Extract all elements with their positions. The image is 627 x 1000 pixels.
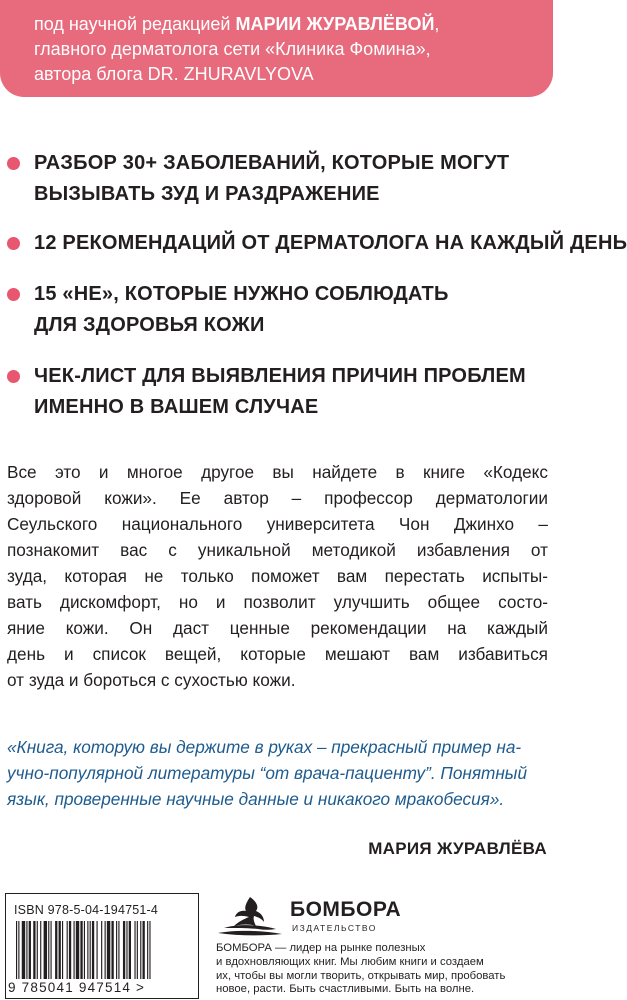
barcode-bar xyxy=(69,921,71,979)
barcode-bar xyxy=(149,921,150,979)
bullet-dot-icon xyxy=(7,237,20,250)
barcode-bar xyxy=(18,921,19,979)
book-description: Все это и многое другое вы найдете в книге «Кодекс здоровой кожи». Ее автор – профессор дерматологии Сеульского национального университета Чон Джинхо – познакомит вас с уникальной методикой избавления от зуда, которая не только поможет вам перестать испыты- вать дискомфорт, но и позволит улучшить общее состо- яние кожи. Он даст ценные рекомендации на каждый день и список вещей, которые мешают вам избавиться от зуда и бороться с сухостью кожи. xyxy=(7,462,548,690)
bullet-text: ЧЕК-ЛИСТ ДЛЯ ВЫЯВЛЕНИЯ ПРИЧИН ПРОБЛЕМ ИМЕННО В ВАШЕМ СЛУЧАЕ xyxy=(34,365,526,418)
barcode-image xyxy=(14,921,188,979)
barcode-bar xyxy=(129,921,131,979)
barcode-bar xyxy=(59,921,61,979)
bullet-dot-icon xyxy=(7,288,20,301)
barcode-bar xyxy=(92,921,94,979)
barcode-digits: 9 785041 947514 > xyxy=(8,980,146,995)
barcode-bar xyxy=(101,921,102,979)
barcode-bar xyxy=(55,921,57,979)
barcode-bar xyxy=(51,921,52,979)
barcode-bar xyxy=(118,921,119,979)
editor-name: МАРИИ ЖУРАВЛЁВОЙ xyxy=(235,14,435,34)
bullet-text: 15 «НЕ», КОТОРЫЕ НУЖНО СОБЛЮДАТЬ ДЛЯ ЗДОРОВЬЯ КОЖИ xyxy=(34,283,449,336)
bullet-dot-icon xyxy=(7,370,20,383)
isbn-number: ISBN 978-5-04-194751-4 xyxy=(14,903,159,917)
barcode-bar xyxy=(62,921,63,979)
barcode-bar xyxy=(40,921,41,979)
banner-line-1: под научной редакцией МАРИИ ЖУРАВЛЁВОЙ, xyxy=(34,14,440,34)
barcode-bar xyxy=(87,921,88,979)
barcode-bar xyxy=(105,921,106,979)
publisher-about: БОМБОРА — лидер на рынке полезных и вдохновляющих книг. Мы любим книги и создаем их, чтобы вы могли творить, открывать мир, пробовать новое, расти. Быть счастливыми. Быть на волне. xyxy=(216,942,506,996)
barcode-bar xyxy=(48,921,49,979)
publisher-logo-name: БОМБОРА xyxy=(290,898,402,921)
barcode-bar xyxy=(44,921,47,979)
barcode-bar xyxy=(147,921,148,979)
barcode-bar xyxy=(16,921,17,979)
barcode-bar xyxy=(76,921,79,979)
barcode-bar xyxy=(37,921,38,979)
barcode-bar xyxy=(97,921,98,979)
barcode-bar xyxy=(74,921,75,979)
testimonial-quote: «Книга, которую вы держите в руках – прекрасный пример на- учно-популярной литературы “от врача-пациенту”. Понятный язык, проверенные научные данные и никакого мракобесия». xyxy=(7,737,528,809)
publisher-logo-subtitle: ИЗДАТЕЛЬСТВО xyxy=(292,923,377,933)
barcode-bar xyxy=(80,921,82,979)
barcode-bar xyxy=(22,921,25,979)
barcode-bar xyxy=(33,921,35,979)
barcode-bar xyxy=(111,921,113,979)
barcode-bar xyxy=(90,921,91,979)
barcode-bar xyxy=(107,921,110,979)
barcode-bar xyxy=(29,921,31,979)
quote-author: МАРИЯ ЖУРАВЛЁВА xyxy=(368,839,547,858)
bullet-text: 12 РЕКОМЕНДАЦИЙ ОТ ДЕРМАТОЛОГА НА КАЖДЫЙ ДЕНЬ xyxy=(34,232,627,254)
editor-banner xyxy=(0,0,553,97)
barcode-bar xyxy=(123,921,125,979)
barcode-bar xyxy=(143,921,145,979)
barcode-bar xyxy=(84,921,85,979)
barcode-bar xyxy=(134,921,135,979)
banner-line-3: автора блога DR. ZHURAVLYOVA xyxy=(34,64,314,84)
bullet-dot-icon xyxy=(7,157,20,170)
barcode-bar xyxy=(137,921,138,979)
barcode-bar xyxy=(26,921,27,979)
barcode-bar xyxy=(126,921,127,979)
barcode-bar xyxy=(67,921,68,979)
barcode-bar xyxy=(140,921,141,979)
barcode-bar xyxy=(116,921,117,979)
bombora-logo-icon xyxy=(216,895,286,937)
bullet-text: РАЗБОР 30+ ЗАБОЛЕВАНИЙ, КОТОРЫЕ МОГУТ ВЫЗЫВАТЬ ЗУД И РАЗДРАЖЕНИЕ xyxy=(34,152,510,205)
banner-line-2: главного дерматолога сети «Клиника Фомина», xyxy=(34,39,431,59)
